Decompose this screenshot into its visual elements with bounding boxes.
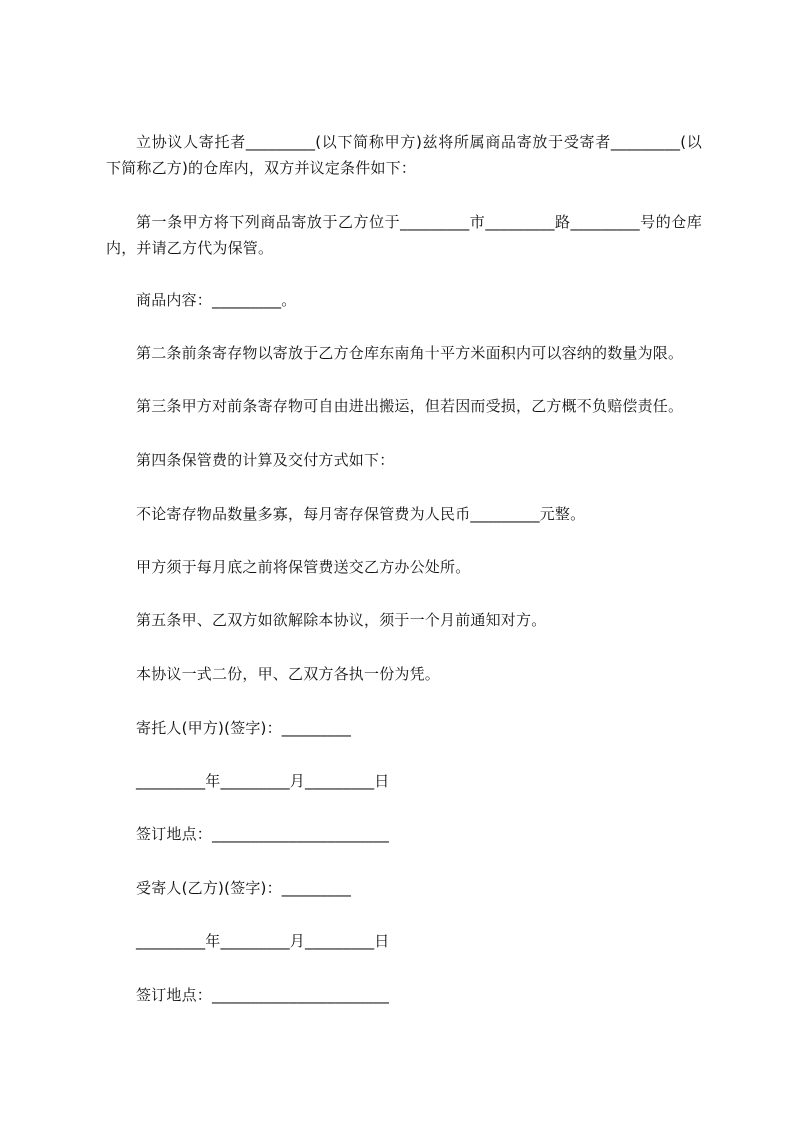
custodian-signature-line: 受寄人(乙方)(签字)：_________ — [136, 879, 352, 897]
article-5-paragraph: 第五条甲、乙双方如欲解除本协议，须于一个月前通知对方。 — [136, 611, 547, 629]
preamble-paragraph: 立协议人寄托者_________(以下简称甲方)兹将所属商品寄放于受寄者_________(以下简称乙方)的仓库内，双方并议定条件如下： — [106, 133, 702, 177]
article-4-paragraph: 第四条保管费的计算及交付方式如下： — [136, 451, 395, 469]
article-1-paragraph: 第一条甲方将下列商品寄放于乙方位于_________市_________路_________号的仓库内，并请乙方代为保管。 — [106, 213, 702, 257]
depositor-date-line: _________年_________月_________日 — [136, 772, 390, 790]
fee-payment-line: 甲方须于每月底之前将保管费送交乙方办公处所。 — [136, 558, 471, 576]
copies-line: 本协议一式二份，甲、乙双方各执一份为凭。 — [136, 665, 441, 683]
article-2-paragraph: 第二条前条寄存物以寄放于乙方仓库东南角十平方米面积内可以容纳的数量为限。 — [136, 344, 684, 362]
depositor-place-line: 签订地点：_______________________ — [136, 825, 390, 843]
depositor-signature-line: 寄托人(甲方)(签字)：_________ — [136, 719, 352, 737]
goods-content-line: 商品内容：_________。 — [136, 291, 297, 309]
article-3-paragraph: 第三条甲方对前条寄存物可自由进出搬运，但若因而受损，乙方概不负赔偿责任。 — [136, 397, 684, 415]
custodian-place-line: 签订地点：_______________________ — [136, 986, 390, 1004]
storage-fee-line: 不论寄存物品数量多寡，每月寄存保管费为人民币_________元整。 — [136, 505, 586, 523]
custodian-date-line: _________年_________月_________日 — [136, 932, 390, 950]
